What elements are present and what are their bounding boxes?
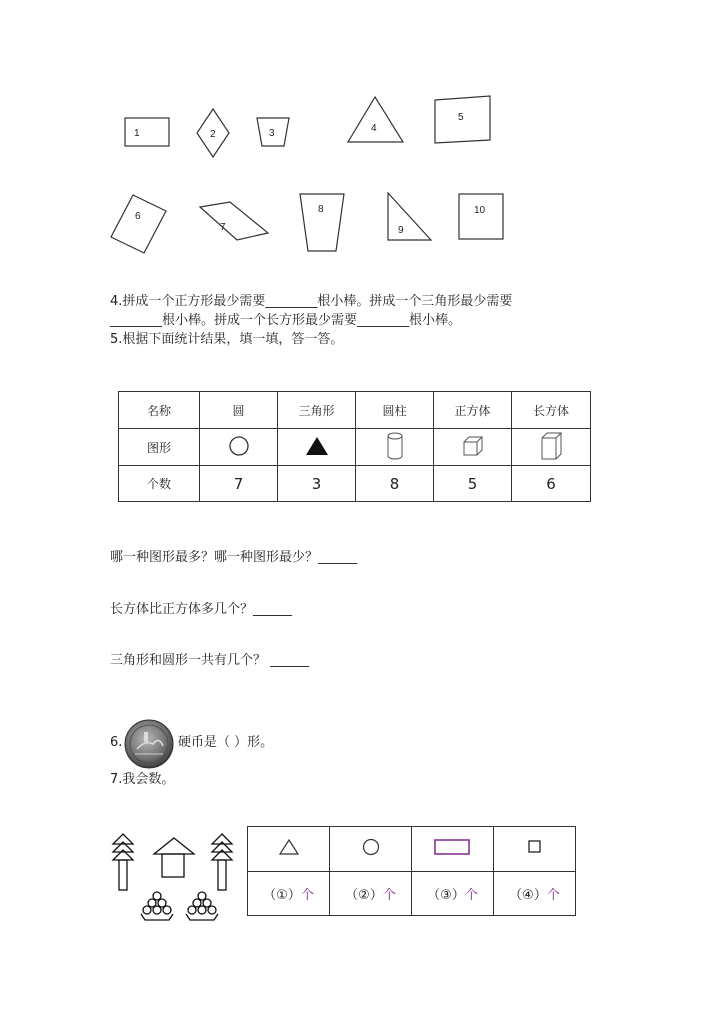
ball-pile-left (141, 892, 173, 920)
answer-3[interactable] (412, 872, 494, 916)
q5-title: 5.根据下面统计结果，填一填，答一答。 (110, 332, 344, 347)
row-header-count: 个数 (119, 466, 200, 502)
count-table (247, 826, 576, 916)
q5-question-2: 长方体比正方体多几个？______ (110, 602, 293, 617)
col-cube: 正方体 (434, 392, 512, 429)
triangle-icon (278, 838, 300, 856)
answer-1[interactable] (248, 872, 330, 916)
shape-7-parallelogram (200, 202, 268, 240)
rectangle-header (412, 827, 494, 872)
filled-triangle-icon (305, 435, 329, 457)
square-header (494, 827, 576, 872)
coin-icon (123, 718, 175, 770)
cuboid-cell (512, 429, 591, 466)
circle-header (330, 827, 412, 872)
answer-1-unit: 个 (300, 888, 314, 903)
table-row-counts (119, 466, 591, 502)
rectangle-icon (433, 837, 473, 857)
shape-2-label: 2 (210, 129, 216, 140)
answer-4-open: （ (509, 888, 523, 903)
col-cuboid: 长方体 (512, 392, 591, 429)
answer-4[interactable] (494, 872, 576, 916)
answer-3-unit: 个 (464, 888, 478, 903)
shape-9-label: 9 (398, 225, 404, 236)
row-header-shape: 图形 (119, 429, 200, 466)
count-cylinder: 8 (356, 466, 434, 502)
shape-3-label: 3 (269, 128, 275, 139)
count-table-answers (248, 872, 576, 916)
col-cylinder: 圆柱 (356, 392, 434, 429)
answer-2[interactable] (330, 872, 412, 916)
cylinder-icon (385, 431, 405, 461)
count-cube: 5 (434, 466, 512, 502)
shape-5-label: 5 (458, 112, 464, 123)
shape-7-label: 7 (220, 222, 226, 233)
cuboid-icon (539, 431, 563, 461)
shape-8-label: 8 (318, 204, 324, 215)
ball-pile-right (186, 892, 218, 920)
q5-question-1: 哪一种图形最多？哪一种图形最少？______ (110, 550, 358, 565)
tree-right (212, 834, 232, 890)
answer-3-num: ③ (440, 888, 452, 903)
col-circle: 圆 (200, 392, 278, 429)
q6-number: 6. (110, 735, 123, 750)
q5-question-3: 三角形和圆形一共有几个？ ______ (110, 653, 310, 668)
answer-2-close: ） (369, 888, 383, 903)
shapes-figure (100, 85, 520, 260)
table-row-names (119, 392, 591, 429)
answer-2-unit: 个 (382, 888, 396, 903)
cube-icon (461, 435, 485, 457)
col-triangle: 三角形 (278, 392, 356, 429)
q4-line2: ________根小棒。拼成一个长方形最少需要________根小棒。 (110, 313, 462, 328)
q7-title: 7.我会数。 (110, 772, 175, 787)
q6-text: 硬币是（ ）形。 (178, 735, 274, 750)
answer-4-num: ④ (522, 888, 534, 903)
shape-8-trapezoid (300, 194, 344, 251)
answer-1-num: ① (276, 888, 288, 903)
count-triangle: 3 (278, 466, 356, 502)
composite-picture (105, 832, 240, 927)
answer-4-close: ） (533, 888, 547, 903)
circle-icon (227, 434, 251, 458)
count-cuboid: 6 (512, 466, 591, 502)
cube-cell (434, 429, 512, 466)
shape-10-square (459, 194, 503, 239)
house (154, 838, 194, 877)
shape-10-label: 10 (474, 205, 486, 216)
shape-1-label: 1 (134, 128, 140, 139)
shape-9-right-triangle (388, 193, 431, 240)
triangle-header (248, 827, 330, 872)
shape-4-label: 4 (371, 123, 377, 134)
shape-1-rectangle (125, 118, 169, 146)
circle-cell (200, 429, 278, 466)
q4-line1: 4.拼成一个正方形最少需要________根小棒。拼成一个三角形最少需要 (110, 294, 513, 309)
answer-1-open: （ (263, 888, 277, 903)
row-header-name: 名称 (119, 392, 200, 429)
shape-6-label: 6 (135, 211, 141, 222)
cylinder-cell (356, 429, 434, 466)
triangle-cell (278, 429, 356, 466)
answer-4-unit: 个 (546, 888, 560, 903)
table-row-shapes (119, 429, 591, 466)
answer-3-open: （ (427, 888, 441, 903)
tree-left (113, 834, 133, 890)
answer-2-open: （ (345, 888, 359, 903)
count-circle: 7 (200, 466, 278, 502)
circle-icon (361, 837, 381, 857)
shape-6-tilted-square (111, 195, 166, 253)
shape-4-triangle (348, 97, 403, 142)
answer-2-num: ② (358, 888, 370, 903)
answer-3-close: ） (451, 888, 465, 903)
answer-1-close: ） (287, 888, 301, 903)
statistics-table (118, 391, 591, 502)
square-icon (526, 838, 544, 856)
count-table-icons (248, 827, 576, 872)
